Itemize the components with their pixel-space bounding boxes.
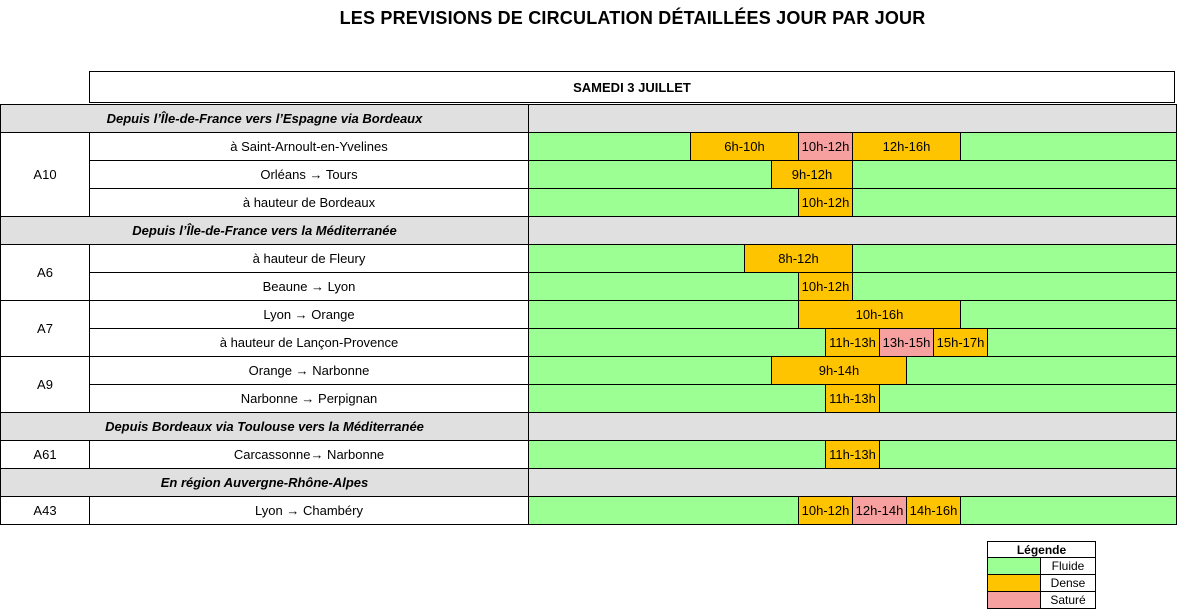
road-label: A6 xyxy=(0,244,90,301)
legend-swatch-dense xyxy=(987,575,1041,592)
traffic-period-sature: 12h-14h xyxy=(852,496,907,525)
section-header-fill xyxy=(528,216,1177,245)
timeline-bar xyxy=(528,328,1177,357)
traffic-period-dense: 11h-13h xyxy=(825,328,880,357)
legend xyxy=(987,541,1096,609)
traffic-period-sature: 10h-12h xyxy=(798,132,853,161)
segment-label: à hauteur de Lançon-Provence xyxy=(89,328,529,357)
segment-label: Lyon → Chambéry xyxy=(89,496,529,525)
legend-label-dense: Dense xyxy=(1041,575,1096,592)
timeline-bar xyxy=(528,160,1177,189)
traffic-period-dense: 12h-16h xyxy=(852,132,961,161)
timeline-bar xyxy=(528,132,1177,161)
segment-label: à hauteur de Bordeaux xyxy=(89,188,529,217)
traffic-period-dense: 9h-14h xyxy=(771,356,907,385)
traffic-period-dense: 6h-10h xyxy=(690,132,799,161)
road-label: A10 xyxy=(0,132,90,217)
segment-label: Orléans → Tours xyxy=(89,160,529,189)
road-label: A61 xyxy=(0,440,90,469)
timeline-bar xyxy=(528,440,1177,469)
section-header: En région Auvergne-Rhône-Alpes xyxy=(0,468,529,497)
segment-label: à hauteur de Fleury xyxy=(89,244,529,273)
timeline-bar xyxy=(528,356,1177,385)
traffic-period-dense: 11h-13h xyxy=(825,384,880,413)
segment-label: Beaune → Lyon xyxy=(89,272,529,301)
traffic-period-dense: 15h-17h xyxy=(933,328,988,357)
traffic-period-dense: 10h-12h xyxy=(798,496,853,525)
traffic-period-dense: 14h-16h xyxy=(906,496,961,525)
legend-swatch-fluide xyxy=(987,558,1041,575)
page-title: LES PREVISIONS DE CIRCULATION DÉTAILLÉES JOUR PAR JOUR xyxy=(339,8,926,28)
traffic-period-sature: 13h-15h xyxy=(879,328,934,357)
traffic-period-dense: 10h-16h xyxy=(798,300,961,329)
timeline-bar xyxy=(528,496,1177,525)
section-header: Depuis Bordeaux via Toulouse vers la Méditerranée xyxy=(0,412,529,441)
road-label: A43 xyxy=(0,496,90,525)
traffic-period-dense: 10h-12h xyxy=(798,188,853,217)
timeline-bar xyxy=(528,244,1177,273)
day-header: SAMEDI 3 JUILLET xyxy=(89,71,1175,103)
legend-item-fluide xyxy=(987,558,1096,575)
traffic-period-dense: 8h-12h xyxy=(744,244,853,273)
traffic-period-dense: 10h-12h xyxy=(798,272,853,301)
segment-label: à Saint-Arnoult-en-Yvelines xyxy=(89,132,529,161)
legend-swatch-sature xyxy=(987,592,1041,609)
section-header-fill xyxy=(528,468,1177,497)
legend-title: Légende xyxy=(987,541,1096,558)
section-header-fill xyxy=(528,412,1177,441)
timeline-bar xyxy=(528,384,1177,413)
section-header-fill xyxy=(528,104,1177,133)
segment-label: Lyon → Orange xyxy=(89,300,529,329)
traffic-period-dense: 11h-13h xyxy=(825,440,880,469)
road-label: A9 xyxy=(0,356,90,413)
timeline-bar xyxy=(528,300,1177,329)
legend-item-sature xyxy=(987,592,1096,609)
section-header: Depuis l’Île-de-France vers la Méditerranée xyxy=(0,216,529,245)
traffic-period-dense: 9h-12h xyxy=(771,160,853,189)
timeline-bar xyxy=(528,188,1177,217)
segment-label: Carcassonne→ Narbonne xyxy=(89,440,529,469)
timeline-bar xyxy=(528,272,1177,301)
legend-label-sature: Saturé xyxy=(1041,592,1096,609)
legend-item-dense xyxy=(987,575,1096,592)
segment-label: Orange → Narbonne xyxy=(89,356,529,385)
legend-label-fluide: Fluide xyxy=(1041,558,1096,575)
section-header: Depuis l’Île-de-France vers l’Espagne via Bordeaux xyxy=(0,104,529,133)
road-label: A7 xyxy=(0,300,90,357)
segment-label: Narbonne → Perpignan xyxy=(89,384,529,413)
